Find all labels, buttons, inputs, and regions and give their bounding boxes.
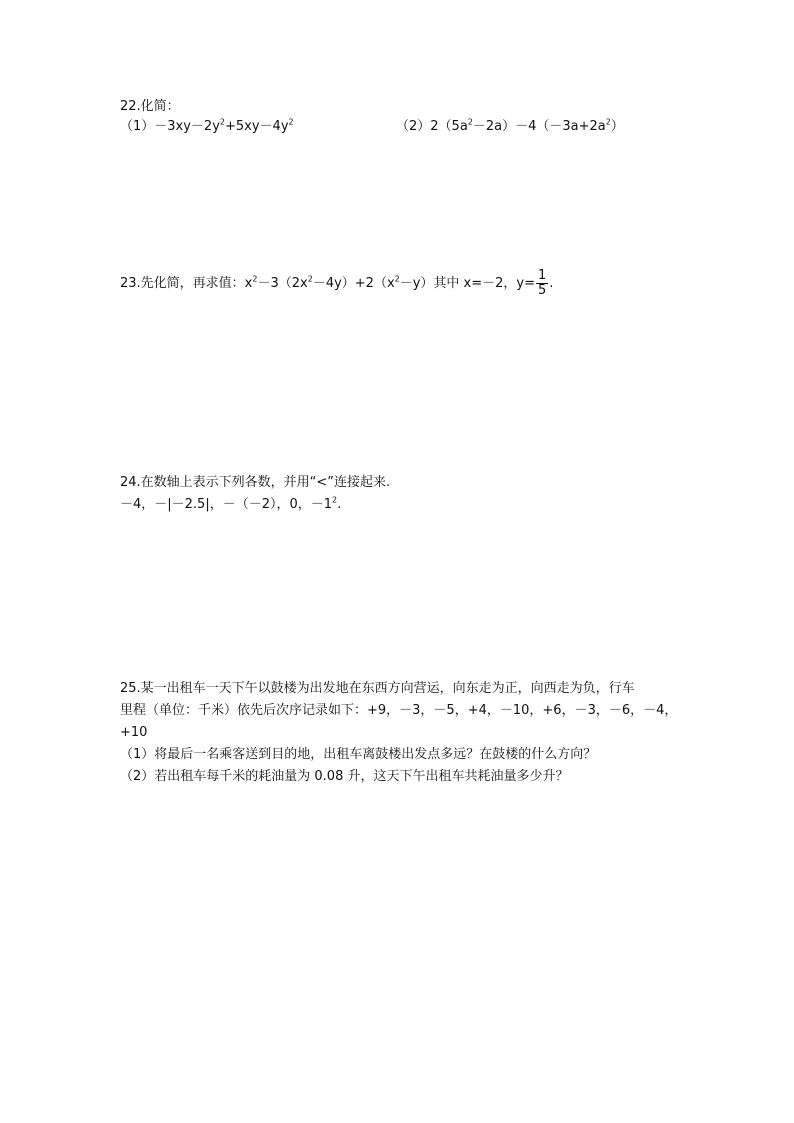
q22-part2-text-c: ） <box>610 119 624 134</box>
q25-line-2: 里程（单位：千米）依先后次序记录如下：+9，－3，－5，+4，－10，+6，－3，－6，－4， <box>120 703 678 718</box>
q25-subquestion-2: （2）若出租车每千米的耗油量为 0.08 升，这天下午出租车共耗油量多少升？ <box>120 769 569 784</box>
q23-text-d: －y）其中 x=－2，y= <box>399 276 536 291</box>
q22-part1-text-a: （1）－3xy－2y <box>120 119 220 134</box>
q23-end: . <box>549 276 554 291</box>
q22-part1-text-b: +5xy－4y <box>225 119 289 134</box>
q22-part1-exp1: 2 <box>219 117 225 127</box>
q24-numbers-exp: 2 <box>332 495 338 505</box>
q23-fraction-denominator: 5 <box>538 283 547 298</box>
q22-part1 <box>120 119 294 134</box>
q22-part2-text-b: －2a）－4（－3a+2a <box>472 119 606 134</box>
q22-parts <box>120 117 690 137</box>
q23-text-a: 23.先化简，再求值：x <box>120 276 253 291</box>
q23-exp2: 2 <box>307 274 313 284</box>
question-22 <box>120 97 690 137</box>
q22-part2-exp1: 2 <box>467 117 473 127</box>
q22-part2-text-a: （2）2（5a <box>396 119 468 134</box>
q23-fraction-numerator: 1 <box>538 268 547 283</box>
question-23 <box>120 268 690 300</box>
q25-line-1: 25.某一出租车一天下午以鼓楼为出发地在东西方向营运，向东走为正，向西走为负，行车 <box>120 681 635 696</box>
question-25 <box>120 678 690 788</box>
q22-title: 22.化简： <box>120 99 180 114</box>
q22-part2 <box>396 117 624 137</box>
q24-numbers <box>120 494 690 516</box>
q23-fraction <box>536 269 548 298</box>
q23-text-b: －3（2x <box>257 276 308 291</box>
q24-instruction: 24.在数轴上表示下列各数，并用“<”连接起来. <box>120 475 391 490</box>
q23-exp1: 2 <box>252 274 258 284</box>
question-24 <box>120 472 690 516</box>
q24-numbers-end: . <box>337 497 342 512</box>
q22-part2-exp2: 2 <box>605 117 611 127</box>
q25-line-3: +10 <box>120 725 148 740</box>
q24-numbers-text: －4，－|－2.5|，－（－2），0，－1 <box>120 497 333 512</box>
q23-text-c: －4y）+2（x <box>312 276 395 291</box>
q25-subquestion-1: （1）将最后一名乘客送到目的地，出租车离鼓楼出发点多远？在鼓楼的什么方向？ <box>120 747 597 762</box>
q22-part1-exp2: 2 <box>288 117 294 127</box>
q23-exp3: 2 <box>394 274 400 284</box>
